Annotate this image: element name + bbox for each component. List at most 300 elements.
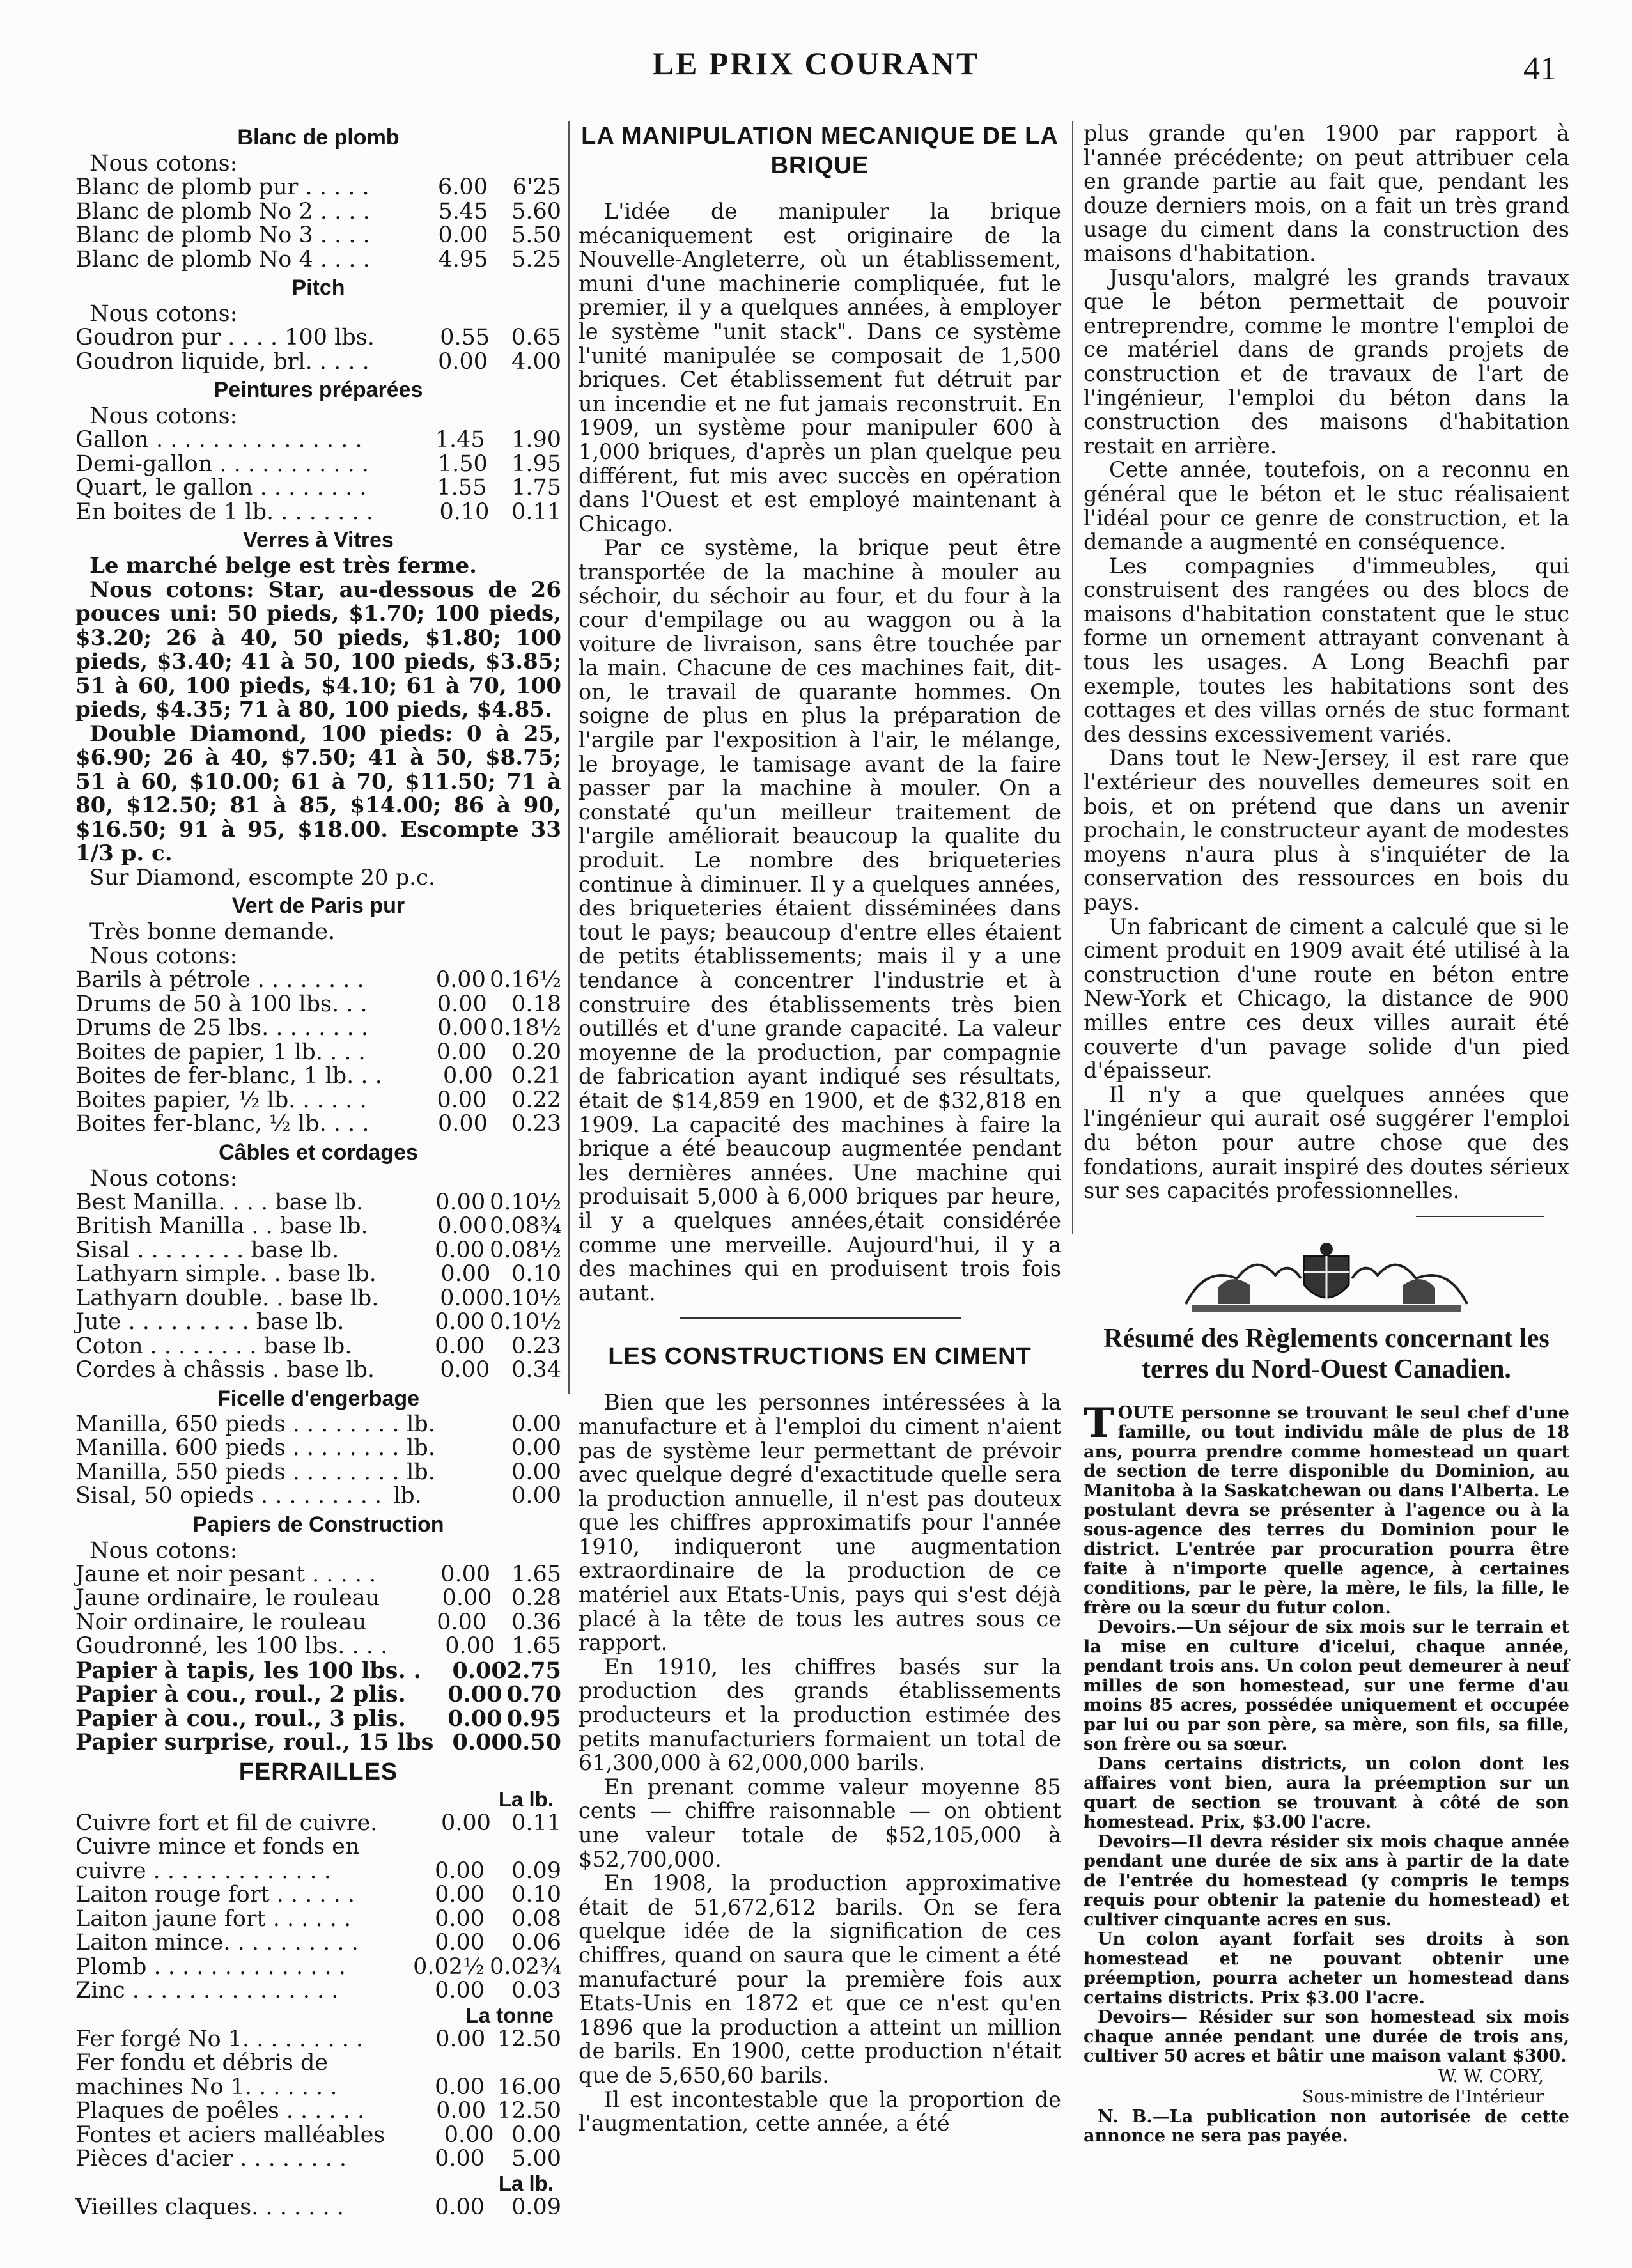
- price-high: 0.10½: [490, 1189, 561, 1215]
- price-low: 0.00: [435, 2074, 485, 2100]
- price-high: 0.10: [511, 1882, 561, 1907]
- article-paragraph: En prenant comme valeur moyenne 85 cents — chiffre raisonnable — on obtient une valeur totale de $52,105,000 à $52,700,000.: [579, 1774, 1061, 1872]
- item-label: Cuivre mince et fonds en: [75, 1834, 360, 1860]
- item-unit: [369, 176, 417, 200]
- item-unit: [361, 1239, 411, 1263]
- price-low: 0.00: [441, 1810, 491, 1836]
- verres-star-prices: Nous cotons: Star, au-dessous de 26 pouces uni: 50 pieds, $1.70; 100 pieds, $3.20; 26 à 40, 50 pieds, $1.80; 100 pieds, $3.40; 41 à 50, 100 pieds, $3.85; 51 à 60, 100 pieds, $4.10; 61 à 70, 100 pieds, $4.35; 71 à 80, 100 pieds, $4.85.: [75, 577, 561, 722]
- price-row: [75, 1436, 561, 1461]
- price-high: 0.10½: [490, 1309, 561, 1335]
- demand-note: Très bonne demande.: [89, 919, 336, 945]
- item-label: Barils à pétrole . . . . . . . .: [75, 967, 364, 993]
- price-low: 0.00: [435, 967, 486, 993]
- price-row: [75, 1262, 561, 1287]
- item-unit: [380, 1587, 425, 1611]
- price-row: [75, 1358, 561, 1383]
- price-low: 0.00: [437, 1609, 487, 1635]
- item-unit: [361, 1835, 411, 1860]
- price-low: [440, 1461, 500, 1485]
- price-row: [75, 1707, 561, 1731]
- price-high: 12.50: [497, 2026, 561, 2052]
- item-label: Papier surprise, roul., 15 lbs: [75, 1729, 434, 1755]
- article-paragraph: Il n'y a que quelques années que l'ingénieur qui aurait osé suggérer l'emploi du béton pour autre chose que des fondations, aurait inspiré des doutes sérieux sur ses capacités professionnelles.: [1084, 1082, 1569, 1204]
- price-row: [75, 1860, 561, 1884]
- item-label: cuivre . . . . . . . . . . . . .: [75, 1858, 331, 1884]
- item-unit: [364, 968, 414, 993]
- item-label: Manilla, 550 pieds . . . . . . . .: [75, 1459, 400, 1485]
- price-high: 0.34: [511, 1357, 561, 1383]
- price-row: [75, 2147, 561, 2171]
- item-unit: [377, 1812, 423, 1836]
- item-unit: [361, 1883, 411, 1907]
- price-low: 0.00: [435, 1906, 485, 1932]
- item-unit: [368, 1215, 417, 1239]
- item-unit: lb.: [407, 1411, 435, 1437]
- notice-paragraph: Un colon ayant forfait ses droits à son homestead et ne pouvant obtenir une préemption, pourra acheter un homestead dans certains districts. Prix $3.00 l'acre.: [1084, 1929, 1569, 2008]
- price-row: [75, 1611, 561, 1635]
- price-high: 0.95: [506, 1705, 561, 1732]
- price-high: 5.00: [511, 2146, 561, 2171]
- cotons-label: Nous cotons:: [89, 301, 238, 327]
- price-high: 0.50: [506, 1729, 561, 1755]
- item-label: Laiton rouge fort . . . . . .: [75, 1882, 355, 1907]
- item-unit: [363, 2028, 412, 2052]
- item-label: Lathyarn double. . base lb.: [75, 1285, 379, 1311]
- price-high: 0.16½: [490, 967, 561, 993]
- item-unit: [361, 2076, 411, 2100]
- price-high: 0.10½: [490, 1285, 561, 1311]
- price-high: 0.00: [511, 1483, 561, 1509]
- cotons-label: Nous cotons:: [89, 403, 238, 429]
- price-low: 0.00: [437, 1087, 487, 1113]
- notice-title: Résumé des Règlements concernant les terres du Nord-Ouest Canadien.: [1103, 1323, 1550, 1384]
- item-label: Jute . . . . . . . . . base lb.: [75, 1309, 345, 1335]
- price-high: 0.08½: [490, 1237, 561, 1263]
- price-low: 0.00: [435, 2194, 485, 2220]
- item-unit: [370, 200, 418, 224]
- price-high: 12.50: [497, 2098, 561, 2124]
- item-label: Cuivre fort et fil de cuivre.: [75, 1810, 378, 1836]
- price-row: [75, 2196, 561, 2220]
- item-label: Blanc de plomb pur . . . . .: [75, 175, 369, 200]
- price-row: [75, 428, 561, 453]
- article-paragraph: Jusqu'alors, malgré les grands travaux que le béton permettait de pouvoir entreprendre, comme le montre l'emploi de ce matériel dans de grands projets de construction et de travaux de l'art de l'ingénieur, l'emploi du béton dans la construction des maisons d'habitation restait en arrière.: [1084, 265, 1569, 458]
- item-label: Boites de papier, 1 lb. . . .: [75, 1039, 366, 1065]
- price-high: 1.95: [511, 451, 561, 477]
- price-low: 6.00: [438, 175, 488, 200]
- notice-paragraph: Dans certains districts, un colon dont les affaires vont bien, aura la préemption sur un quart de section se trouvant à côté de son homestead. Prix, $3.00 l'acre.: [1084, 1753, 1569, 1833]
- item-unit: [361, 1335, 411, 1359]
- price-low: 0.00: [437, 1015, 488, 1041]
- item-unit: [361, 1310, 411, 1335]
- item-unit: [366, 1041, 414, 1065]
- page-header: [0, 45, 1632, 89]
- item-label: Coton . . . . . . . . base lb.: [75, 1333, 352, 1359]
- price-row: [75, 1239, 561, 1263]
- item-unit: [366, 1611, 415, 1635]
- article-title: LES CONSTRUCTIONS EN CIMENT: [608, 1343, 1032, 1371]
- item-label: Jaune et noir pesant . . . . .: [75, 1561, 377, 1587]
- price-high: 1.75: [511, 475, 562, 501]
- price-high: 0.00: [511, 1459, 561, 1485]
- item-unit: [364, 2099, 414, 2124]
- price-low: 1.45: [435, 427, 485, 453]
- item-unit: [361, 1955, 411, 1980]
- price-low: 0.00: [445, 1633, 495, 1659]
- item-unit: [382, 1064, 427, 1089]
- price-row: [75, 224, 561, 248]
- item-label: Blanc de plomb No 4 . . . .: [75, 246, 370, 272]
- price-row: [75, 248, 561, 272]
- price-table: [75, 2196, 561, 2220]
- notice-paragraph: TOUTE personne se trouvant le seul chef d'une famille, ou tout individu mâle de plus de 18 ans, pourra prendre comme homestead un quart de section de terre disponible du Dominion, au Manitoba à la Saskatchewan ou dans l'Alberta. Le postulant devra se présenter à l'agence ou à la sous-agence des terres du Dominion pour le district. L'entrée par procuration pourra être faite à n'importe quelle agence, à certaines conditions, par le père, la mère, le fils, la fille, le frère ou la sœur du futur colon.: [1084, 1399, 1569, 1618]
- item-unit: [376, 1563, 423, 1587]
- article-paragraph: Cette année, toutefois, on a reconnu en général que le béton et le stuc réalisaient l'idéal pour ce genre de construction, et la demande a augmenté en conséquence.: [1084, 457, 1569, 555]
- price-row: [75, 176, 561, 200]
- price-row: [75, 200, 561, 224]
- price-row: [75, 350, 561, 375]
- item-label: Blanc de plomb No 2 . . . .: [75, 198, 370, 224]
- price-low: 0.00: [435, 2026, 486, 2052]
- price-high: 4.00: [511, 348, 561, 375]
- price-row: [75, 1635, 561, 1659]
- price-high: 5.60: [511, 198, 561, 224]
- item-unit: [369, 453, 417, 477]
- price-high: 0.20: [511, 1039, 562, 1065]
- section-title: FERRAILLES: [238, 1758, 398, 1785]
- column-rule-1: [568, 121, 570, 1394]
- section-title: Câbles et cordages: [219, 1140, 418, 1165]
- verres-double-diamond: Double Diamond, 100 pieds: 0 à 25, $6.90; 26 à 40, $7.50; 41 à 50, $8.75; 51 à 60, $10.00; 61 à 70, $11.50; 71 à 80, $12.50; 81 à 85, $14.00; 86 à 90, $16.50; 91 à 95, $18.00. Escompte 33 1/3 p. c.: [75, 720, 561, 866]
- price-list-column: [75, 121, 561, 2231]
- price-low: 0.00: [435, 1333, 485, 1359]
- price-low: 0.00: [435, 1309, 485, 1335]
- price-low: 0.00: [447, 1705, 502, 1732]
- item-label: Sisal . . . . . . . . base lb.: [75, 1237, 339, 1263]
- article-paragraph: Les compagnies d'immeubles, qui construisent des rangées ou des blocs de maisons d'habitation constatent que le stuc forme un ornement attrayant convenant à tous les usages. A Long Beachfi par exemple, toutes les habitations sont des cottages et des villas ornés de stuc formant des dessins excessivement variés.: [1084, 553, 1569, 747]
- price-high: 0.00: [511, 1435, 561, 1461]
- price-low: 0.00: [437, 991, 487, 1017]
- price-high: 0.10: [511, 1261, 562, 1287]
- price-low: [440, 1413, 500, 1437]
- item-label: Jaune ordinaire, le rouleau: [75, 1585, 380, 1611]
- coat-of-arms-icon: [1179, 1240, 1473, 1317]
- item-label: Manilla. 600 pieds . . . . . . . .: [75, 1435, 400, 1461]
- item-label: Demi-gallon . . . . . . . . . . .: [75, 451, 369, 477]
- notice-paragraph: Devoirs—Il devra résider six mois chaque année pendant une durée de six ans à partir de la date de l'entrée du homestead (y compris le temps requis pour obtenir la patenie du homestead) et cultiver cinquante acres en sus.: [1084, 1831, 1569, 1930]
- price-table: [75, 1191, 561, 1383]
- item-unit: lb.: [407, 1459, 435, 1485]
- price-low: 0.00: [435, 1858, 485, 1884]
- item-label: Fontes et aciers malléables: [75, 2122, 385, 2148]
- section-title: Vert de Paris pur: [231, 894, 405, 918]
- price-row: [75, 1016, 561, 1041]
- price-low: 0.02½: [413, 1953, 485, 1980]
- price-low: 0.00: [435, 2146, 485, 2171]
- price-low: 0.00: [440, 1261, 491, 1287]
- page-number: 41: [1523, 50, 1557, 87]
- item-unit: [373, 501, 421, 525]
- price-row: [75, 1730, 561, 1755]
- item-unit: [361, 1931, 411, 1955]
- price-low: 0.00: [447, 1681, 502, 1707]
- price-high: 0.23: [511, 1333, 561, 1359]
- price-row: [75, 1335, 561, 1359]
- price-table: [75, 428, 561, 524]
- price-row: [75, 1883, 561, 1907]
- item-unit: [369, 350, 417, 375]
- price-low: 1.55: [437, 475, 487, 501]
- item-label: Fer fondu et débris de: [75, 2050, 329, 2076]
- item-unit: [361, 1860, 411, 1884]
- price-table: [75, 1413, 561, 1509]
- price-row: [75, 1659, 561, 1683]
- item-unit: [370, 248, 418, 272]
- price-high: 2.75: [506, 1657, 561, 1684]
- price-low: 4.95: [438, 246, 488, 272]
- article-paragraph: plus grande qu'en 1900 par rapport à l'année précédente; on peut attribuer cela en grande partie au fait que, pendant les douze derniers mois, on a fait un très grand usage du ciment dans la construction des maisons d'habitation.: [1084, 121, 1569, 266]
- price-high: 0.21: [511, 1063, 561, 1089]
- price-row: [75, 993, 561, 1017]
- price-row: [75, 1310, 561, 1335]
- item-label: Papier à cou., roul., 2 plis.: [75, 1681, 406, 1707]
- price-high: 0.65: [511, 325, 561, 350]
- article-paragraph: Il est incontestable que la proportion de l'augmentation, cette année, a été: [579, 2086, 1061, 2136]
- item-label: Sisal, 50 opieds . . . . . . . . .: [75, 1483, 382, 1509]
- dropcap: T: [1084, 1399, 1114, 1447]
- price-row: [75, 1563, 561, 1587]
- cotons-label: Nous cotons:: [89, 151, 238, 176]
- item-unit: [406, 1707, 446, 1731]
- price-low: 0.00: [436, 2098, 486, 2124]
- price-row: [75, 1064, 561, 1089]
- item-label: En boites de 1 lb. . . . . . . .: [75, 499, 373, 525]
- item-unit: [378, 1287, 424, 1311]
- article-paragraph: L'idée de manipuler la brique mécaniquement est originaire de la Nouvelle-Angleterre, où un établissement, muni d'une machinerie compliquée, fut le premier, il y a quelques années, à employer le système "unit stack". Dans ce système l'unité manipulée se composait de 1,500 briques. Cet établissement fut détruit par un incendie et ne fut jamais reconstruit. En 1909, un système pour manipuler 600 à 1,000 briques, d'après un plan quelque peu différent, fut mis avec succès en opération dans l'Ouest et est employé maintenant à Chicago.: [579, 199, 1061, 536]
- price-high: 0.11: [511, 499, 562, 525]
- article-continued-column: [1084, 121, 1569, 2231]
- article-column: [579, 121, 1061, 2231]
- item-unit: [363, 1191, 412, 1215]
- item-unit: [361, 1907, 411, 1932]
- price-high: 0.11: [511, 1810, 561, 1836]
- item-label: Blanc de plomb No 3 . . . .: [75, 222, 370, 248]
- item-unit: [368, 993, 416, 1017]
- article-paragraph: Par ce système, la brique peut être transportée de la machine à mouler au séchoir, du séchoir au four, et du four à la cour d'empilage ou au waggon ou à la voiture de livraison, sans être touchée par la main. Chacune de ces machines fait, dit-on, le travail de quarante hommes. On soigne de plus en plus la préparation de l'argile par l'exposition à l'air, le mélange, le broyage, le tamisage avant de la faire passer par la machine à mouler. On a constaté qu'un meilleur traitement de l'argile améliorait beaucoup la qualite du produit. Le nombre des briqueteries continue à diminuer. Il y a quelques années, des briqueteries étaient disséminées dans tout le pays; beaucoup d'entre elles étaient de petits établissements; mais il y a une tendance à concentrer l'industrie et à construire des établissements très bien outillés et d'une grande capacité. La valeur moyenne de la production, par compagnie de fabrication ayant indiqué ses résultats, était de $14,859 en 1900, et de $32,818 en 1909. La capacité des machines à faire la brique a été beaucoup augmentée pendant les dernières années. Une machine qui produisait 5,000 à 6,000 briques par heure, il y a quelques années,était considérée comme une merveille. Aujourd'hui, il y a des machines qui en produisent trois fois autant.: [579, 535, 1061, 1305]
- price-low: 0.00: [438, 222, 488, 248]
- item-unit: [387, 1635, 431, 1659]
- item-label: Noir ordinaire, le rouleau: [75, 1609, 367, 1635]
- divider: [680, 1317, 961, 1319]
- item-unit: [361, 2196, 411, 2220]
- price-high: 1.65: [511, 1561, 561, 1587]
- price-low: 0.10: [439, 499, 490, 525]
- price-row: [75, 1215, 561, 1239]
- item-label: British Manilla . . base lb.: [75, 1213, 368, 1239]
- price-high: 0.36: [511, 1609, 561, 1635]
- cotons-label: Nous cotons:: [89, 1165, 238, 1192]
- price-high: 0.18: [511, 991, 562, 1017]
- item-label: Boites fer-blanc, ½ lb. . . .: [75, 1111, 369, 1137]
- price-high: 0.09: [511, 1858, 561, 1884]
- article-paragraph: En 1908, la production approximative était de 51,672,612 barils. On se fera quelque idée de la signification de ces chiffres, quand on saura que le ciment a été manufacturé pour la première fois aux Etats-Unis en 1872 et que ce n'est qu'en 1896 que la production a atteint un million de barils. En 1900, cette production n'était que de 5,650,60 barils.: [579, 1870, 1061, 2088]
- notice-paragraph: Devoirs.—Un séjour de six mois sur le terrain et la mise en culture d'icelui, chaque année, pendant trois ans. Un colon peut demeurer à neuf milles de son homestead, sur une ferme d'au moins 85 acres, possédée uniquement et occupée par lui ou par son père, sa mère, son fils, sa fille, son frère ou sa sœur.: [1084, 1617, 1569, 1755]
- price-row: [75, 1191, 561, 1215]
- item-unit: [421, 1659, 453, 1683]
- price-low: 0.00: [442, 1585, 492, 1611]
- item-unit: [375, 1358, 421, 1383]
- notice-paragraph: Devoirs— Résider sur son homestead six mois chaque année pendant une durée de trois ans, cultiver 50 acres et bâtir une maison valant $300.: [1084, 2007, 1569, 2067]
- price-high: 5.25: [511, 246, 561, 272]
- price-table: [75, 1563, 561, 1755]
- price-high: 0.70: [506, 1681, 561, 1707]
- item-unit: [361, 1979, 411, 2003]
- price-high: 5.50: [511, 222, 561, 248]
- signature-title: Sous-ministre de l'Intérieur: [1302, 2086, 1544, 2107]
- item-label: Laiton jaune fort . . . . . .: [75, 1906, 352, 1932]
- price-low: 0.00: [440, 1561, 491, 1587]
- item-unit: [366, 476, 415, 501]
- item-label: Boites de fer-blanc, 1 lb. . .: [75, 1063, 382, 1089]
- section-title: Verres à Vitres: [243, 528, 394, 552]
- price-row: [75, 1112, 561, 1137]
- price-row: [75, 1089, 561, 1113]
- price-high: 1.90: [511, 427, 562, 453]
- item-label: Plaques de poêles . . . . . .: [75, 2098, 365, 2124]
- section-title: Blanc de plomb: [237, 125, 400, 150]
- item-label: Plomb . . . . . . . . . . . . . .: [75, 1953, 346, 1980]
- price-high: 0.08¾: [490, 1213, 561, 1239]
- item-unit: [406, 1682, 446, 1707]
- article-paragraph: Dans tout le New-Jersey, il est rare que l'extérieur des nouvelles demeures soit en bois, et on prétend que dans un avenir prochain, le constructeur ayant de modestes moyens n'aura plus à s'inquiéter de la conservation des ressources en bois du pays.: [1084, 745, 1569, 915]
- price-high: 1.65: [511, 1633, 561, 1659]
- item-unit: [369, 1112, 417, 1137]
- price-high: 16.00: [497, 2074, 561, 2100]
- price-row: [75, 1931, 561, 1955]
- item-unit: [370, 224, 418, 248]
- price-low: 0.00: [435, 1189, 486, 1215]
- price-high: 0.00: [511, 2122, 561, 2148]
- notice-footnote: N. B.—La publication non autorisée de cette annonce ne sera pas payée.: [1084, 2106, 1569, 2147]
- price-low: [411, 1835, 485, 1860]
- price-low: 0.00: [440, 1357, 490, 1383]
- verres-market-note: Le marché belge est très ferme.: [89, 553, 477, 579]
- price-low: [411, 2051, 485, 2076]
- price-low: 1.50: [437, 451, 488, 477]
- item-unit: [385, 2124, 429, 2148]
- item-label: machines No 1. . . . . . .: [75, 2074, 338, 2100]
- item-label: Best Manilla. . . . base lb.: [75, 1189, 364, 1215]
- price-row: [75, 1955, 561, 1980]
- price-row: [75, 1484, 561, 1509]
- price-table: [75, 968, 561, 1137]
- price-low: 0.00: [437, 1111, 488, 1137]
- price-low: 5.45: [438, 198, 488, 224]
- section-title: Ficelle d'engerbage: [217, 1386, 420, 1411]
- item-label: Zinc . . . . . . . . . . . . . . .: [75, 1978, 339, 2003]
- item-label: Drums de 50 à 100 lbs. . .: [75, 991, 368, 1017]
- section-title: Papiers de Construction: [192, 1512, 444, 1537]
- item-unit: [367, 1089, 416, 1113]
- price-low: 0.00: [452, 1729, 507, 1755]
- item-label: Lathyarn simple. . base lb.: [75, 1261, 377, 1287]
- cotons-label: Nous cotons:: [89, 944, 238, 969]
- price-high: [485, 1835, 561, 1860]
- price-row: [75, 1812, 561, 1836]
- column-rule-2: [1072, 121, 1073, 1234]
- price-row: [75, 1413, 561, 1437]
- price-high: 0.28: [511, 1585, 561, 1611]
- price-low: 0.00: [436, 1039, 486, 1065]
- price-low: 0.00: [435, 1978, 485, 2003]
- price-low: [440, 1436, 500, 1461]
- price-table: [75, 326, 561, 374]
- price-row: [75, 968, 561, 993]
- price-row: [75, 1041, 561, 1065]
- item-unit: [433, 1730, 452, 1755]
- item-label: Goudron pur . . . . 100 lbs.: [75, 325, 375, 350]
- price-low: 0.00: [437, 1213, 488, 1239]
- item-unit: [362, 428, 412, 453]
- item-label: Manilla, 650 pieds . . . . . . . .: [75, 1411, 400, 1437]
- item-unit: [368, 1016, 416, 1041]
- price-high: 0.08: [511, 1906, 561, 1932]
- item-label: Drums de 25 lbs. . . . . . . .: [75, 1015, 368, 1041]
- price-low: [427, 1484, 493, 1509]
- unit-heading: La tonne: [465, 2003, 554, 2027]
- price-row: [75, 2076, 561, 2100]
- item-label: Boites papier, ½ lb. . . . . .: [75, 1087, 367, 1113]
- price-row: [75, 1835, 561, 1860]
- price-row: [75, 1287, 561, 1311]
- item-label: Quart, le gallon . . . . . . . .: [75, 475, 367, 501]
- price-low: 0.00: [435, 1930, 485, 1955]
- item-unit: [377, 1262, 423, 1287]
- item-unit: lb.: [393, 1483, 422, 1509]
- price-low: 0.55: [440, 325, 490, 350]
- price-row: [75, 2099, 561, 2124]
- price-high: 6'25: [512, 175, 561, 200]
- price-row: [75, 1682, 561, 1707]
- price-low: 0.00: [438, 348, 488, 375]
- price-row: [75, 2051, 561, 2076]
- article-paragraph: En 1910, les chiffres basés sur la production des grands établissements producteurs et la production estimée des petits manufacturiers formaient un total de 61,300,000 à 62,000,000 barils.: [579, 1654, 1061, 1776]
- price-row: [75, 1979, 561, 2003]
- unit-heading: La lb.: [498, 2171, 554, 2195]
- item-unit: lb.: [407, 1435, 435, 1461]
- divider: [1416, 1216, 1544, 1217]
- price-table: [75, 176, 561, 272]
- item-label: Vieilles claques. . . . . . .: [75, 2194, 344, 2220]
- section-title: Peintures préparées: [214, 378, 423, 402]
- price-row: [75, 1907, 561, 1932]
- price-high: 0.02¾: [490, 1953, 561, 1980]
- unit-heading: La lb.: [498, 1787, 554, 1811]
- item-label: Goudron liquide, brl. . . . .: [75, 348, 369, 375]
- price-table: [75, 1812, 561, 2003]
- price-low: 0.00: [444, 2122, 494, 2148]
- price-row: [75, 1587, 561, 1611]
- price-row: [75, 326, 561, 350]
- article-paragraph: Un fabricant de ciment a calculé que si le ciment produit en 1909 avait été utilisé à la construction d'une route en béton entre New-York et Chicago, la distance de 900 milles entre ces deux villes aurait été couverte d'un pavage solide d'un pied d'épaisseur.: [1084, 913, 1569, 1084]
- price-row: [75, 501, 561, 525]
- price-high: 0.00: [511, 1411, 561, 1437]
- item-unit: [361, 2147, 411, 2171]
- price-high: 0.09: [511, 2194, 561, 2220]
- item-label: Goudronné, les 100 lbs. . . .: [75, 1633, 388, 1659]
- verres-sur-diamond: Sur Diamond, escompte 20 p.c.: [89, 864, 435, 890]
- price-high: 0.06: [511, 1930, 561, 1955]
